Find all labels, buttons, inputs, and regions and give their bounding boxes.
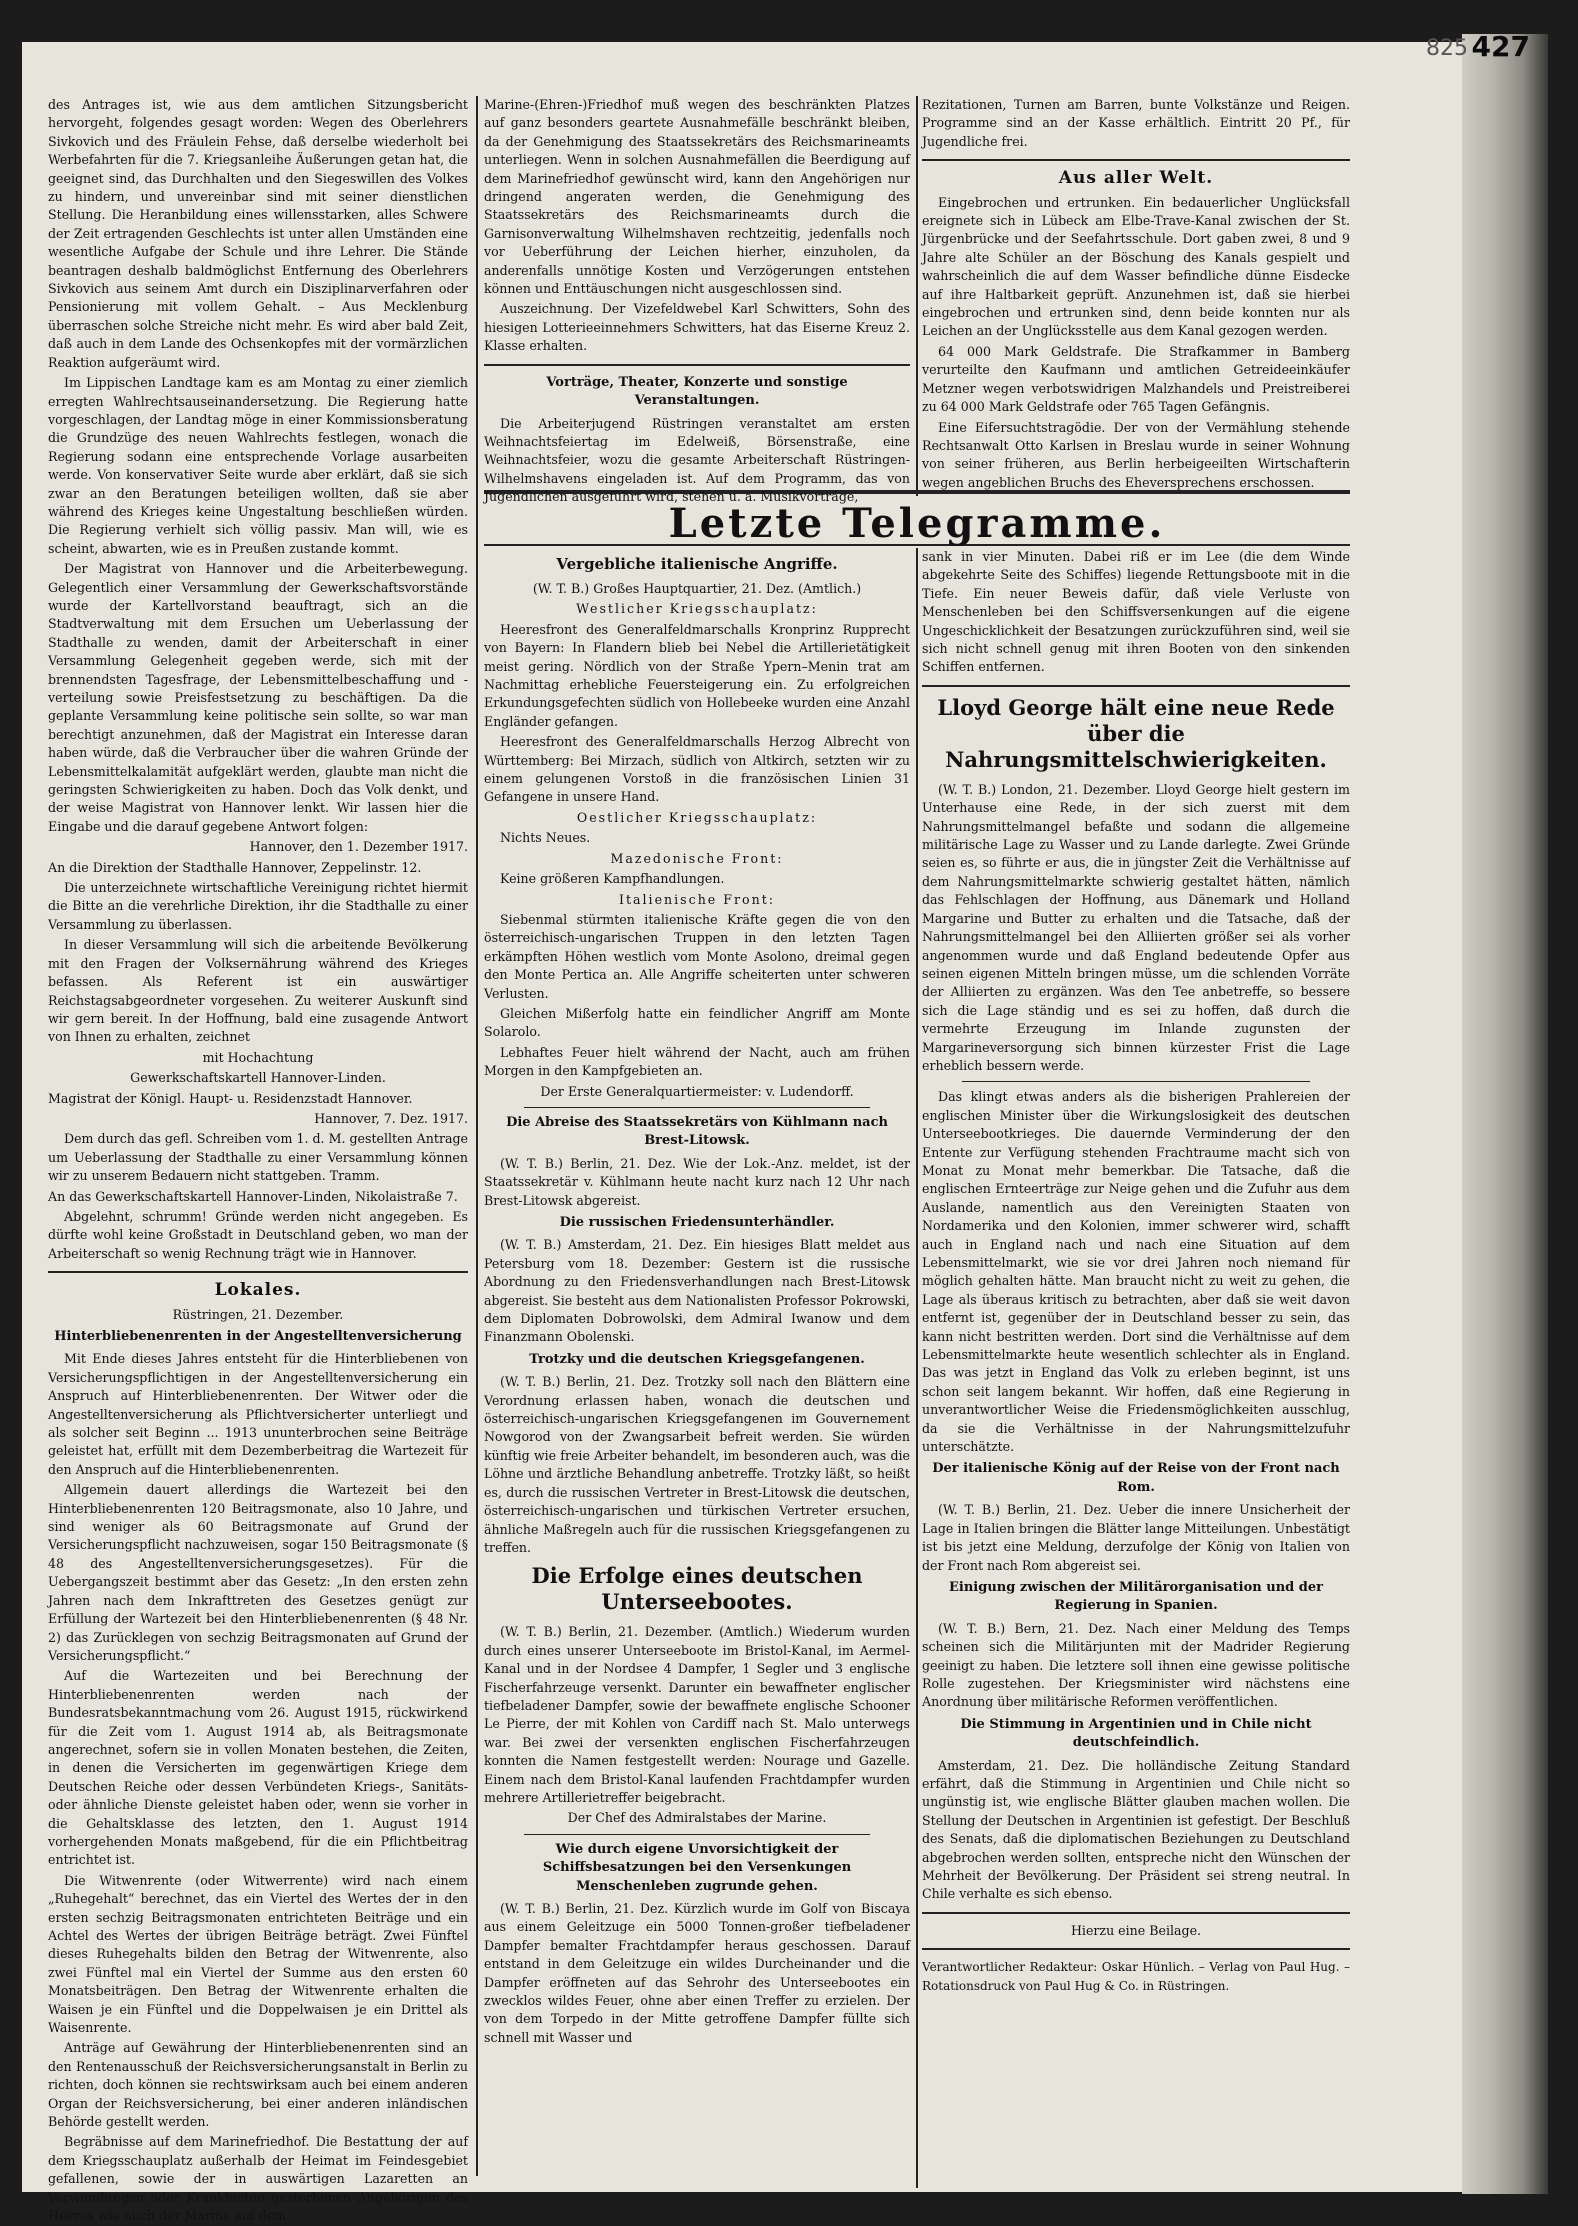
article-text: Amsterdam, 21. Dez. Die holländische Zeitung Standard erfährt, daß die Stimmung in Argentinien und Chile nicht so ungünstig ist, wie englische Blätter glauben machen wollen. Die Stellung der Deutschen in Argentinien ist gefestigt. Der Beschluß des Senats, daß die diplomatischen Beziehungen zu Deutschland abgebrochen werden sollten, entspreche nicht den Wünschen der Mehrheit der Bevölkerung. Der Präsident sei streng neutral. In Chile verhalte es sich ebenso. [922, 1757, 1350, 1902]
article-text: Eingebrochen und ertrunken. Ein bedauerlicher Unglücksfall ereignete sich in Lübeck am Elbe-Trave-Kanal zwischen der St. Jürgenbrücke und der Seefahrtsschule. Dort gaben zwei, 8 und 9 Jahre alte Schüler an der Böschung des Kanals gespielt und wahrscheinlich die auf dem Wasser befindliche dünne Eisdecke auf ihre Haltbarkeit geprüft. Anzunehmen ist, daß sie hierbei eingebrochen und ertrunken sind, denn beide konnten nur als Leichen an der Unglücksstelle aus dem Kanal gezogen werden. [922, 194, 1350, 339]
section-heading-lokales: Lokales. [214, 1280, 302, 1301]
article-heading: Die russischen Friedensunterhändler. [559, 1215, 835, 1230]
subheading: Oestlicher Kriegsschauplatz: [576, 809, 818, 825]
section-rule [48, 1271, 468, 1273]
article-text: (W. T. B.) Bern, 21. Dez. Nach einer Meldung des Temps scheinen sich die Militärjunten mit der Madrider Regierung geeinigt zu haben. Die letztere soll ihnen eine gewisse politische Rolle zugestehen. Der Kriegsminister wird nächstens eine Anordnung über militärische Reformen veröffentlichen. [922, 1620, 1350, 1710]
article-heading-lloyd-george: Lloyd George hält eine neue Rede über die Nahrungsmittelschwierigkeiten. [937, 694, 1335, 772]
dateline: Rüstringen, 21. Dezember. [172, 1306, 344, 1322]
article-text: Keine größeren Kampfhandlungen. [500, 871, 725, 887]
letter-body: Die unterzeichnete wirtschaftliche Vereinigung richtet hiermit die Bitte an die verehrliche Direktion, ihr die Stadthalle zu einer Versammlung zu überlassen. [48, 880, 468, 932]
section-rule [922, 159, 1350, 161]
article-text: Heeresfront des Generalfeldmarschalls Herzog Albrecht von Württemberg: Bei Mirzach, südlich von Altkirch, setzten wir zu einem gelungenen Vorstoß in die französischen Linien 31 Gefangene in unsere Hand. [484, 734, 910, 805]
article-magistrat: Der Magistrat von Hannover und die Arbeiterbewegung. Gelegentlich einer Versammlung der Gewerkschaftsvorstände wurde der Kartellvorstand beauftragt, sich an die Stadtverwaltung mit dem Ersuchen um Ueberlassung der Stadthalle zu wenden, damit der Arbeiterschaft in einer Versammlung Gelegenheit gegeben werde, sich mit der brennendsten Tagesfrage, der Lebensmittelbeschaffung und -verteilung sowie Preisfestsetzung zu beschäftigen. Da die geplante Versammlung keine politische sein sollte, so war man berechtigt anzunehmen, daß der Magistrat ein Interesse daran haben würde, daß die Verbraucher über die wahren Gründe der Lebensmittelkalamität aufgeklärt werden, glaubte man nicht die geringsten Schwierigkeiten zu haben. Doch das Volk denkt, und der weise Magistrat von Hannover lenkt. Wir lassen hier die Eingabe und die darauf gegebene Antwort folgen: [48, 561, 468, 834]
article-text: (W. T. B.) Berlin, 21. Dez. Wie der Lok.-Anz. meldet, ist der Staatssekretär v. Kühlmann heute nacht kurz nach 12 Uhr nach Brest-Litowsk abgereist. [484, 1155, 910, 1208]
column-2-telegramme [484, 548, 910, 2188]
signature: Der Chef des Admiralstabes der Marine. [567, 1810, 827, 1826]
subheading: Mazedonische Front: [610, 850, 784, 866]
reply-sender: Magistrat der Königl. Haupt- u. Residenzstadt Hannover. [48, 1090, 413, 1106]
article-text: Das klingt etwas anders als die bisherigen Prahlereien der englischen Minister über die Wirkungslosigkeit des deutschen Unterseebootkrieges. Die dauernde Verminderung der den Entente zur Verfügung stehenden Frachtraume macht sich von Monat zu Monat mehr bemerkbar. Die Tatsache, daß die englischen Ernteerträge zur Neige gehen und die Zufuhr aus dem Auslande, namentlich aus den Vereinigten Staaten von Nordamerika und den Kolonien, immer schwerer wird, schafft auch in England nach und nach eine Situation auf dem Lebensmittelmarkt, wie sie vor drei Jahren noch niemand für möglich gehalten hätte. Man braucht nicht zu weit zu gehen, die Lage als überaus kritisch zu betrachten, aber daß sie weit davon entfernt ist, gegenüber der in Deutschland besser zu sein, das kann nicht bestritten werden. Dort sind die Verhältnisse auf dem Lebensmittelmarkte heute wesentlich schlechter als in England. Das was jetzt in England das Volk zu erleben beginnt, ist uns schon seit langem bekannt. Wir hoffen, daß eine Regierung in unverantwortlicher Weise die Friedensmöglichkeiten ausschlug, da sie die Verhältnisse in der Nahrungsmittelzufuhr unterschätzte. [922, 1089, 1350, 1455]
article-text: Rezitationen, Turnen am Barren, bunte Volkstänze und Reigen. Programme sind an der Kasse erhältlich. Eintritt 20 Pf., für Jugendliche frei. [922, 97, 1350, 149]
divider [962, 1081, 1310, 1082]
divider [524, 1107, 870, 1108]
article-text: sank in vier Minuten. Dabei riß er im Lee (die dem Winde abgekehrte Seite des Schiffes) liegende Rettungsboote mit in die Tiefe. Ein neuer Beweis dafür, daß viele Verluste von Menschenleben bei den Schiffsversenkungen auf die eigene Ungeschicklichkeit der Besatzungen zurückzuführen sind, weil sie sich nicht schnell genug mit ihren Booten von den sinkenden Schiffen entfernen. [922, 549, 1350, 675]
article-heading: Wie durch eigene Unvorsichtigkeit der Schiffsbesatzungen bei den Versenkungen Menschenleben zugrunde gehen. [542, 1841, 852, 1894]
article-heading-ubootes: Die Erfolge eines deutschen Unterseebootes. [531, 1563, 863, 1615]
column-3-top [922, 96, 1350, 496]
article-text: des Antrages ist, wie aus dem amtlichen Sitzungsbericht hervorgeht, folgendes gesagt worden: Wegen des Oberlehrers Sivkovich und des Fräulein Fehse, daß derselbe wiederholt bei Werbefahrten für die 7. Kriegsanleihe Äußerungen getan hat, die geeignet sind, das Durchhalten und den Siegeswillen des Volkes zu hindern, und unvereinbar sind mit seiner dienstlichen Stellung. Die Heranbildung eines willensstarken, alles Schwere der Zeit ertragenden Geschlechts ist unter allen Umständen eine wesentliche Aufgabe der Schule und ihre Lehrer. Die Stände beantragen deshalb baldmöglichst Entfernung des Oberlehrers Sivkovich aus seinem Amt durch ein Disziplinarverfahren oder Pensionierung mit vollem Gehalt. – Aus Mecklenburg überraschen solche Streiche nicht mehr. Es wird aber bald Zeit, daß auch in dem Lande des Ochsenkopfes mit der vormärzlichen Reaktion aufgeräumt wird. [48, 97, 468, 370]
reply-body: Dem durch das gefl. Schreiben vom 1. d. M. gestellten Antrage um Ueberlassung der Stadthalle zu einer Versammlung können wir zu unserem Bedauern nicht stattgeben. Tramm. [48, 1131, 468, 1184]
section-rule [484, 364, 910, 366]
article-text: Auf die Wartezeiten und bei Berechnung der Hinterbliebenenrenten werden nach der Bundesratsbekanntmachung vom 26. August 1915, rückwirkend für die Zeit vom 1. August 1914 ab, als Beitragsmonate angerechnet, sofern sie in vollen Monaten bestehen, die Zeiten, in denen die Versicherten im gegenwärtigen Kriege dem Deutschen Reiche oder dessen Verbündeten Kriegs-, Sanitäts- oder ähnliche Dienste geleistet haben oder, wenn sie vorher in die Gehaltsklasse des letzten, den 1. August 1914 vorhergehenden Monats maßgebend, für die ein Pflichtbeitrag entrichtet ist. [48, 1668, 468, 1868]
article-text: Heeresfront des Generalfeldmarschalls Kronprinz Rupprecht von Bayern: In Flandern blieb bei Nebel die Artillerietätigkeit meist gering. Nördlich von der Straße Ypern–Menin trat am Nachmittag erhebliche Feuersteigerung ein. Zu erfolgreichen Erkundungsgefechten südlich von Hollebeeke wurden eine Anzahl Engländer gefangen. [484, 621, 910, 729]
article-text: Allgemein dauert allerdings die Wartezeit bei den Hinterbliebenenrenten 120 Beitragsmonate, also 10 Jahre, und sind weniger als 60 Beitragsmonate auf Grund der Versicherungspflicht nachzuweisen, sogar 150 Beitragsmonate (§ 48 des Angestelltenversicherungsgesetzes). Für die Uebergangszeit bestimmt aber das Gesetz: „In den ersten zehn Jahren nach dem Inkrafttreten des Gesetzes genügt zur Erfüllung der Wartezeit bei den Hinterbliebenenrenten (§ 48 Nr. 2) das Zurücklegen von sechzig Beitragsmonaten auf Grund der Versicherungspflicht.“ [48, 1482, 468, 1663]
article-begraebnis: Begräbnisse auf dem Marinefriedhof. Die Bestattung der auf dem Kriegsschauplatz außerhalb der Heimat im Feindesgebiet gefallenen, sowie der in auswärtigen Lazaretten an Verwundungen oder Krankheiten gestorbenen Angehörigen des Heeres wie auch der Marine auf dem [48, 2134, 468, 2224]
book-binding-edge [1462, 34, 1548, 2194]
article-text: (W. T. B.) Amsterdam, 21. Dez. Ein hiesiges Blatt meldet aus Petersburg vom 18. Dezember: Gestern ist die russische Abordnung zu den Friedensverhandlungen nach Brest-Litowsk abgereist. Sie besteht aus dem Nationalisten Professor Pokrowski, dem Diplomaten Dobrowolski, dem Admiral Iwanow und dem Finanzmann Obolenski. [484, 1237, 910, 1345]
article-heading: Trotzky und die deutschen Kriegsgefangenen. [529, 1351, 865, 1367]
column-rule [476, 96, 478, 2176]
section-heading-aus-aller-welt: Aus aller Welt. [1058, 168, 1214, 189]
article-text: (W. T. B.) Berlin, 21. Dez. Kürzlich wurde im Golf von Biscaya aus einem Geleitzuge ein 5000 Tonnen-großer tiefbeladener Dampfer bemalter Frachtdampfer heraus geschossen. Darauf entstand in dem Geleitzuge ein wildes Durcheinander und die Dampfer eröffneten auf das Sehrohr des Unterseebootes ein zwecklos wildes Feuer, ohne aber einen Treffer zu erzielen. Der von dem Torpedo in der Mitte getroffene Dampfer füllte sich schnell mit Wasser und [484, 1901, 910, 2045]
subheading: Westlicher Kriegsschauplatz: [576, 601, 818, 617]
subheading: Italienische Front: [618, 891, 776, 907]
article-text: Nichts Neues. [500, 830, 591, 846]
article-text: Die Arbeiterjugend Rüstringen veranstaltet am ersten Weihnachtsfeiertag im Edelweiß, Börsenstraße, eine Weihnachtsfeier, wozu die gesamte Arbeiterschaft Rüstringen-Wilhelmshavens eingeladen ist. Auf dem Programm, das von Jugendlichen ausgeführt wird, stehen u. a. Musikvorträge, [484, 415, 910, 505]
page-stamp: 825 [1426, 36, 1468, 61]
article-text: (W. T. B.) Berlin, 21. Dezember. (Amtlich.) Wiederum wurden durch eines unserer Unterseeboote im Bristol-Kanal, im Aermel-Kanal und in der Nordsee 4 Dampfer, 1 Segler und 3 englische Fischerfahrzeuge versenkt. Darunter ein bewaffneter englischer tiefbeladener Dampfer, sowie der bewaffnete englische Schooner Le Pierre, der mit Kohlen von Cardiff nach St. Malo unterwegs war. Bei zwei der versenkten englischen Fischerfahrzeugen konnten die Namen festgestellt werden: Nourage und Gazelle. Einem nach dem Bristol-Kanal laufenden Frachtdampfer wurden mehrere Artillerietreffer beigebracht. [484, 1624, 910, 1805]
letter-recipient: An die Direktion der Stadthalle Hannover, Zeppelinstr. 12. [48, 859, 422, 875]
letzte-telegramme-banner: Letzte Telegramme. [668, 500, 1166, 547]
article-text: (W. T. B.) Berlin, 21. Dez. Ueber die innere Unsicherheit der Lage in Italien bringen die Blätter lange Mitteilungen. Unbestätigt ist bis jetzt eine Meldung, derzufolge der König von Italien von der Front nach Rom abgereist sei. [922, 1502, 1350, 1573]
letter-body: In dieser Versammlung will sich die arbeitende Bevölkerung mit den Fragen der Volksernährung während des Krieges befassen. Als Referent ist ein auswärtiger Reichstagsabgeordneter vorgesehen. Zu weiterer Auskunft sind wir gern bereit. In der Hoffnung, bald eine zusagende Antwort von Ihnen zu erhalten, zeichnet [48, 937, 468, 1045]
reply-recipient: An das Gewerkschaftskartell Hannover-Linden, Nikolaistraße 7. [48, 1188, 458, 1204]
supplement-note: Hierzu eine Beilage. [1070, 1922, 1202, 1938]
article-text: Gleichen Mißerfolg hatte ein feindlicher Angriff am Monte Solarolo. [484, 1005, 910, 1040]
article-heading: Hinterbliebenenrenten in der Angestelltenversicherung [54, 1329, 462, 1344]
page-number: 427 [1471, 30, 1530, 63]
signature: Der Erste Generalquartiermeister: v. Ludendorff. [540, 1083, 854, 1099]
article-heading: Vergebliche italienische Angriffe. [556, 555, 838, 573]
divider [524, 1834, 870, 1835]
article-heading: Die Stimmung in Argentinien und in Chile nicht deutschfeindlich. [960, 1716, 1312, 1751]
section-rule [922, 685, 1350, 687]
article-text: Siebenmal stürmten italienische Kräfte gegen die von den österreichisch-ungarischen Truppen in den letzten Tagen erkämpften Höhen westlich vom Monte Asolono, dreimal gegen den Monte Pertica an. Alle Angriffe scheiterten unter schweren Verlusten. [484, 911, 910, 1001]
letter-signature: mit Hochachtung [202, 1049, 314, 1065]
article-heading: Die Abreise des Staatssekretärs von Kühlmann nach Brest-Litowsk. [506, 1114, 888, 1149]
article-auszeichnung: Auszeichnung. Der Vizefeldwebel Karl Schwitters, Sohn des hiesigen Lotterieeinnehmers Schwitters, hat das Eiserne Kreuz 2. Klasse erhalten. [484, 301, 910, 354]
column-2-top [484, 96, 910, 516]
article-text: Lebhaftes Feuer hielt während der Nacht, auch am frühen Morgen in den Kampfgebieten an. [484, 1044, 910, 1079]
section-rule [922, 1948, 1350, 1950]
column-3-telegramme [922, 548, 1350, 2188]
article-comment: Abgelehnt, schrumm! Gründe werden nicht angegeben. Es dürfte wohl keine Großstadt in Deutschland geben, wo man der Arbeiterschaft so wenig Rechnung trägt wie in Hannover. [48, 1208, 468, 1261]
article-text: Marine-(Ehren-)Friedhof muß wegen des beschränkten Platzes auf ganz besonders geartete Ausnahmefälle beschränkt bleiben, da der Genehmigung des Staatssekretärs des Reichsmarineamts unterliegen. Wenn in solchen Ausnahmefällen die Beerdigung auf dem Marinefriedhof gewünscht wird, kann den Angehörigen nur dringend angeraten werden, die Genehmigung des Staatssekretärs des Reichsmarineamts durch die Garnisonverwaltung Wilhelmshaven rechtzeitig, jedenfalls noch vor Ueberführung der Leichen hierher, einzuholen, da anderenfalls unnötige Kosten und Verzögerungen entstehen können und Enttäuschungen nicht ausgeschlossen sind. [484, 97, 910, 297]
section-rule [922, 1912, 1350, 1914]
article-text: Eine Eifersuchtstragödie. Der von der Vermählung stehende Rechtsanwalt Otto Karlsen in Breslau wurde in seiner Wohnung von seiner früheren, aus Berlin herbeigeeilten Wirtschafterin wegen angeblichen Bruchs des Eheversprechens erschossen. [922, 419, 1350, 490]
article-text: Mit Ende dieses Jahres entsteht für die Hinterbliebenen von Versicherungspflichtigen in der Angestelltenversicherung ein Anspruch auf Hinterbliebenenrenten. Der Witwer oder die Angestelltenversicherung als Pflichtversicherter unterliegt und als solcher seit Beginn ... 1913 ununterbrochen seine Beiträge geleistet hat, erfüllt mit dem Dezemberbeitrag die Wartezeit für den Anspruch auf die Hinterbliebenenrenten. [48, 1351, 468, 1477]
section-heading-vortraege: Vorträge, Theater, Konzerte und sonstige Veranstaltungen. [546, 374, 848, 409]
imprint: Verantwortlicher Redakteur: Oskar Hünlich. – Verlag von Paul Hug. – Rotationsdruck von Paul Hug & Co. in Rüstringen. [922, 1960, 1350, 1993]
letter-date: Hannover, den 1. Dezember 1917. [249, 839, 468, 855]
article-text: (W. T. B.) London, 21. Dezember. Lloyd George hielt gestern im Unterhause eine Rede, in der sich zuerst mit dem Nahrungsmittelmangel befaßte und sodann die allgemeine militärische Lage zu Wasser und zu Lande darlegte. Zwei Gründe seien es, so führte er aus, die in jüngster Zeit die Verhältnisse auf dem Nahrungsmittelmarkte schwierig gestaltet hätten, nämlich das Fehlschlagen der Hoffnung, aus Dänemark und Holland Margarine und Butter zu erhalten und die Tatsache, daß der Nahrungsmittelmangel bei den Alliierten größer sei als vorher angenommen wurde und daß England bedeutende Opfer aus seinen eigenen Mitteln bringen müsse, um die schlenden Vorräte der Alliierten zu ergänzen. Was den Tee anbetreffe, so bessere sich die Lage ständig und es sei zu hoffen, daß durch die vermehrte Erzeugung im Inlande zugunsten der Margarineversorgung sich binnen kürzester Frist die Lage erheblich bessern werde. [922, 781, 1350, 1073]
reply-date: Hannover, 7. Dez. 1917. [314, 1110, 468, 1126]
column-rule [916, 548, 918, 2188]
article-text: Anträge auf Gewährung der Hinterbliebenenrenten sind an den Rentenausschuß der Reichsversicherungsanstalt in Berlin zu richten, doch können sie rechtswirksam auch bei einem anderen Organ der Reichsversicherung, bei einer anderen inländischen Behörde gestellt werden. [48, 2040, 468, 2130]
article-text: 64 000 Mark Geldstrafe. Die Strafkammer in Bamberg verurteilte den Kaufmann und amtlichen Getreideeinkäufer Metzner wegen verbotswidrigen Malzhandels und Preistreiberei zu 64 000 Mark Geldstrafe oder 765 Tagen Gefängnis. [922, 343, 1350, 415]
letter-signature: Gewerkschaftskartell Hannover-Linden. [130, 1070, 386, 1086]
column-rule [916, 96, 918, 496]
article-text: (W. T. B.) Berlin, 21. Dez. Trotzky soll nach den Blättern eine Verordnung erlassen haben, wonach die deutschen und österreichisch-ungarischen Kriegsgefangenen im Gouvernement Nowgorod von der Zwangsarbeit befreit werden. Sie würden künftig wie freie Arbeiter behandelt, im besonderen auch, was die Löhne und ärztliche Behandlung anbetreffe. Trotzky läßt, so heißt es, durch die russischen Vertreter in Brest-Litowsk die deutschen, österreichisch-ungarischen und türkischen Vertreter ersuchen, ähnliche Maßregeln auch für die russischen Kriegsgefangenen zu treffen. [484, 1374, 910, 1555]
article-heading: Der italienische König auf der Reise von der Front nach Rom. [932, 1461, 1340, 1495]
article-heading: Einigung zwischen der Militärorganisation und der Regierung in Spanien. [949, 1579, 1323, 1614]
article-text: Die Witwenrente (oder Witwerrente) wird nach einem „Ruhegehalt“ berechnet, das ein Viertel des Wertes der in den ersten sechzig Beitragsmonaten entrichteten Beiträge und ein Achtel des Wertes der übrigen Beiträge beträgt. Zwei Fünftel dieses Ruhegehalts bilden den Betrag der Witwenrente, also zwei Fünftel mal ein Viertel der Summe aus den ersten 60 Monatsbeiträgen. Den Betrag der Witwenrente erhalten die Waisen je ein Fünftel und die Doppelwaisen je ein Drittel als Waisenrente. [48, 1872, 468, 2036]
column-1 [48, 96, 468, 2224]
article-lippe: Im Lippischen Landtage kam es am Montag zu einer ziemlich erregten Wahlrechtsauseinandersetzung. Die Regierung hatte vorgeschlagen, der Landtag möge in einer Kommissionsberatung die Grundzüge des neuen Wahlrechts festlegen, wonach die Regierung sodann eine entsprechende Vorlage ausarbeiten werde. Von konservativer Seite wurde aber erklärt, daß sie sich zwar an den Beratungen beteiligen wollten, daß sie aber während des Krieges keine Ungestaltung beschließen würden. Die Regierung verhielt sich völlig passiv. Man will, wie es scheint, abwarten, wie es in Preußen zustande kommt. [48, 375, 468, 556]
dateline: (W. T. B.) Großes Hauptquartier, 21. Dez. (Amtlich.) [532, 581, 862, 596]
